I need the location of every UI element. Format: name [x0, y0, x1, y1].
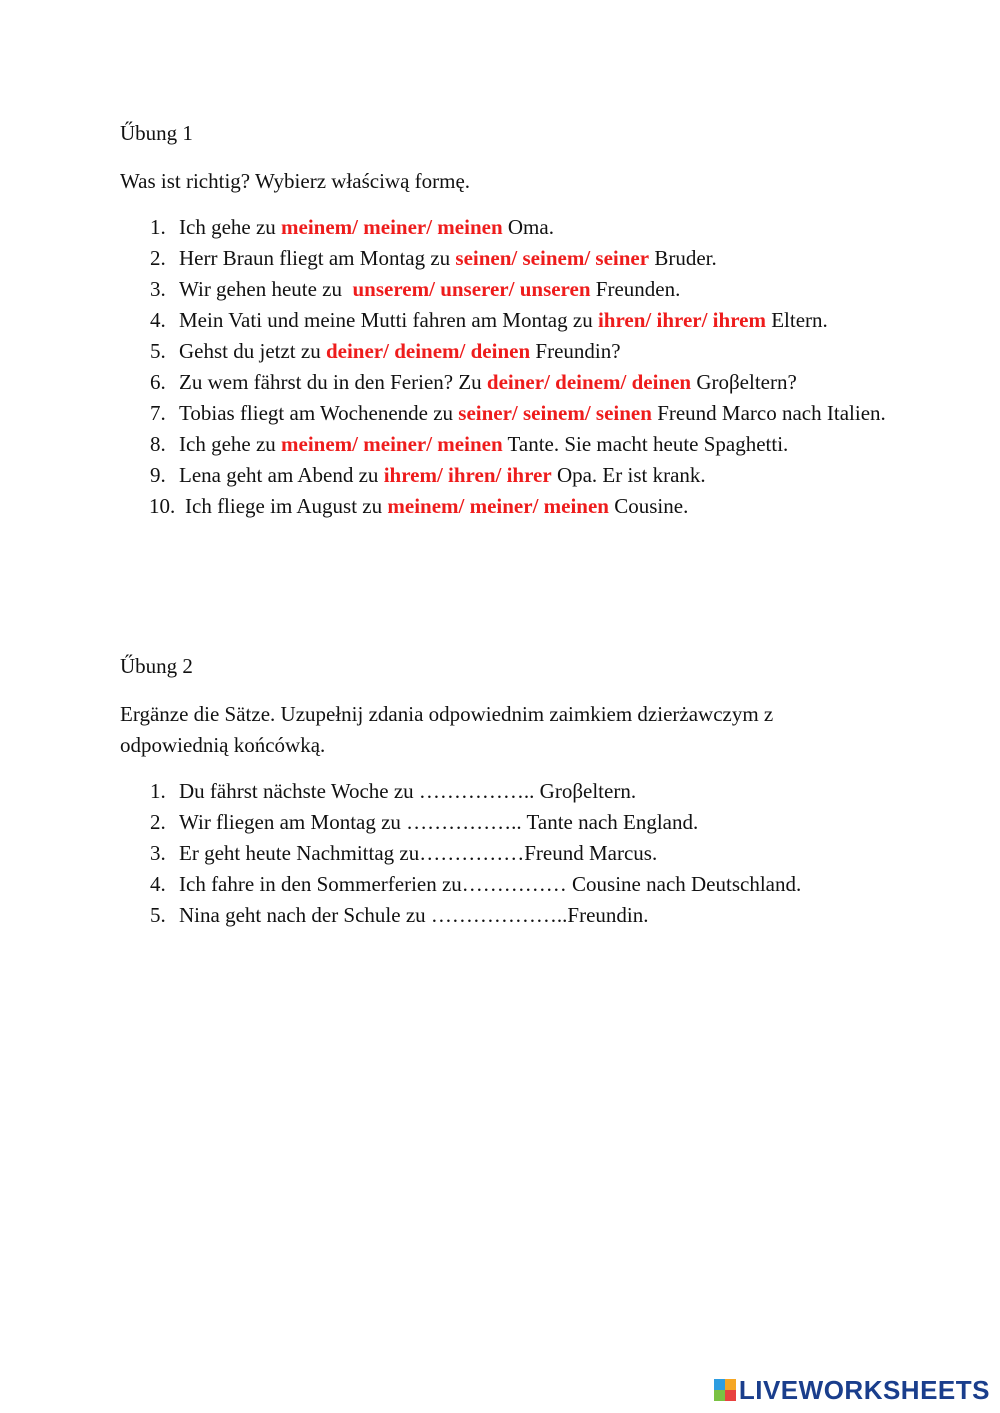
exercise2-title: Űbung 2 — [120, 654, 193, 678]
exercise2-item: 4. Ich fahre in den Sommerferien zu…………… Cousine nach Deutschland. — [150, 872, 802, 896]
exercise1-item: 3. Wir gehen heute zu unserem/ unserer/ unseren Freunden. — [150, 277, 681, 301]
answer-options[interactable]: ihrem/ ihren/ ihrer — [383, 463, 552, 487]
fill-in-sentence[interactable]: Wir fliegen am Montag zu …………….. Tante nach England. — [179, 810, 699, 834]
fill-in-sentence[interactable]: Er geht heute Nachmittag zu……………Freund Marcus. — [179, 841, 658, 865]
exercise2-list — [120, 776, 900, 931]
answer-options[interactable]: meinem/ meiner/ meinen — [281, 432, 503, 456]
liveworksheets-logo-icon — [714, 1379, 736, 1401]
exercise1-item: 1. Ich gehe zu meinem/ meiner/ meinen Oma. — [150, 215, 554, 239]
answer-options[interactable]: deiner/ deinem/ deinen — [486, 370, 692, 394]
exercise1-item: 2. Herr Braun fliegt am Montag zu seinen/ seinem/ seiner Bruder. — [150, 246, 717, 270]
logo-text: LIVEWORKSHEETS — [738, 1374, 990, 1405]
answer-options[interactable]: ihren/ ihrer/ ihrem — [597, 308, 766, 332]
answer-options[interactable]: deiner/ deinem/ deinen — [325, 339, 531, 363]
exercise1-title: Űbung 1 — [120, 121, 193, 145]
liveworksheets-logo — [714, 1375, 990, 1405]
exercise1-item: 5. Gehst du jetzt zu deiner/ deinem/ deinen Freundin? — [150, 339, 621, 363]
fill-in-sentence[interactable]: Nina geht nach der Schule zu ………………..Freundin. — [179, 903, 649, 927]
answer-options[interactable]: seiner/ seinem/ seinen — [458, 401, 652, 425]
exercise2-instruction: Ergänze die Sätze. Uzupełnij zdania odpowiednim zaimkiem dzierżawczym z odpowiednią końcówką. — [120, 702, 774, 757]
exercise1-item: 4. Mein Vati und meine Mutti fahren am Montag zu ihren/ ihrer/ ihrem Eltern. — [150, 308, 828, 332]
exercise1-list — [120, 212, 900, 522]
exercise1-item: 9. Lena geht am Abend zu ihrem/ ihren/ ihrer Opa. Er ist krank. — [150, 463, 706, 487]
exercise1-instruction: Was ist richtig? Wybierz właściwą formę. — [120, 169, 471, 193]
exercise1-item: 6. Zu wem fährst du in den Ferien? Zu deiner/ deinem/ deinen Groβeltern? — [150, 370, 797, 394]
fill-in-sentence[interactable]: Du fährst nächste Woche zu …………….. Groβeltern. — [179, 779, 637, 803]
answer-options[interactable]: seinen/ seinem/ seiner — [455, 246, 650, 270]
exercise2-item: 3. Er geht heute Nachmittag zu……………Freund Marcus. — [150, 841, 658, 865]
answer-options[interactable]: meinem/ meiner/ meinen — [387, 494, 609, 518]
exercise2-item: 5. Nina geht nach der Schule zu ………………..Freundin. — [150, 903, 649, 927]
exercise1-item: 10. Ich fliege im August zu meinem/ meiner/ meinen Cousine. — [149, 494, 689, 518]
fill-in-sentence[interactable]: Ich fahre in den Sommerferien zu…………… Cousine nach Deutschland. — [179, 872, 802, 896]
exercise1-item: 7. Tobias fliegt am Wochenende zu seiner/ seinem/ seinen Freund Marco nach Italien. — [150, 401, 886, 425]
answer-options[interactable]: unserem/ unserer/ unseren — [352, 277, 591, 301]
answer-options[interactable]: meinem/ meiner/ meinen — [281, 215, 503, 239]
exercise1-item: 8. Ich gehe zu meinem/ meiner/ meinen Tante. Sie macht heute Spaghetti. — [150, 432, 789, 456]
exercise2-item: 1. Du fährst nächste Woche zu …………….. Groβeltern. — [150, 779, 637, 803]
exercise2-item: 2. Wir fliegen am Montag zu …………….. Tante nach England. — [150, 810, 699, 834]
